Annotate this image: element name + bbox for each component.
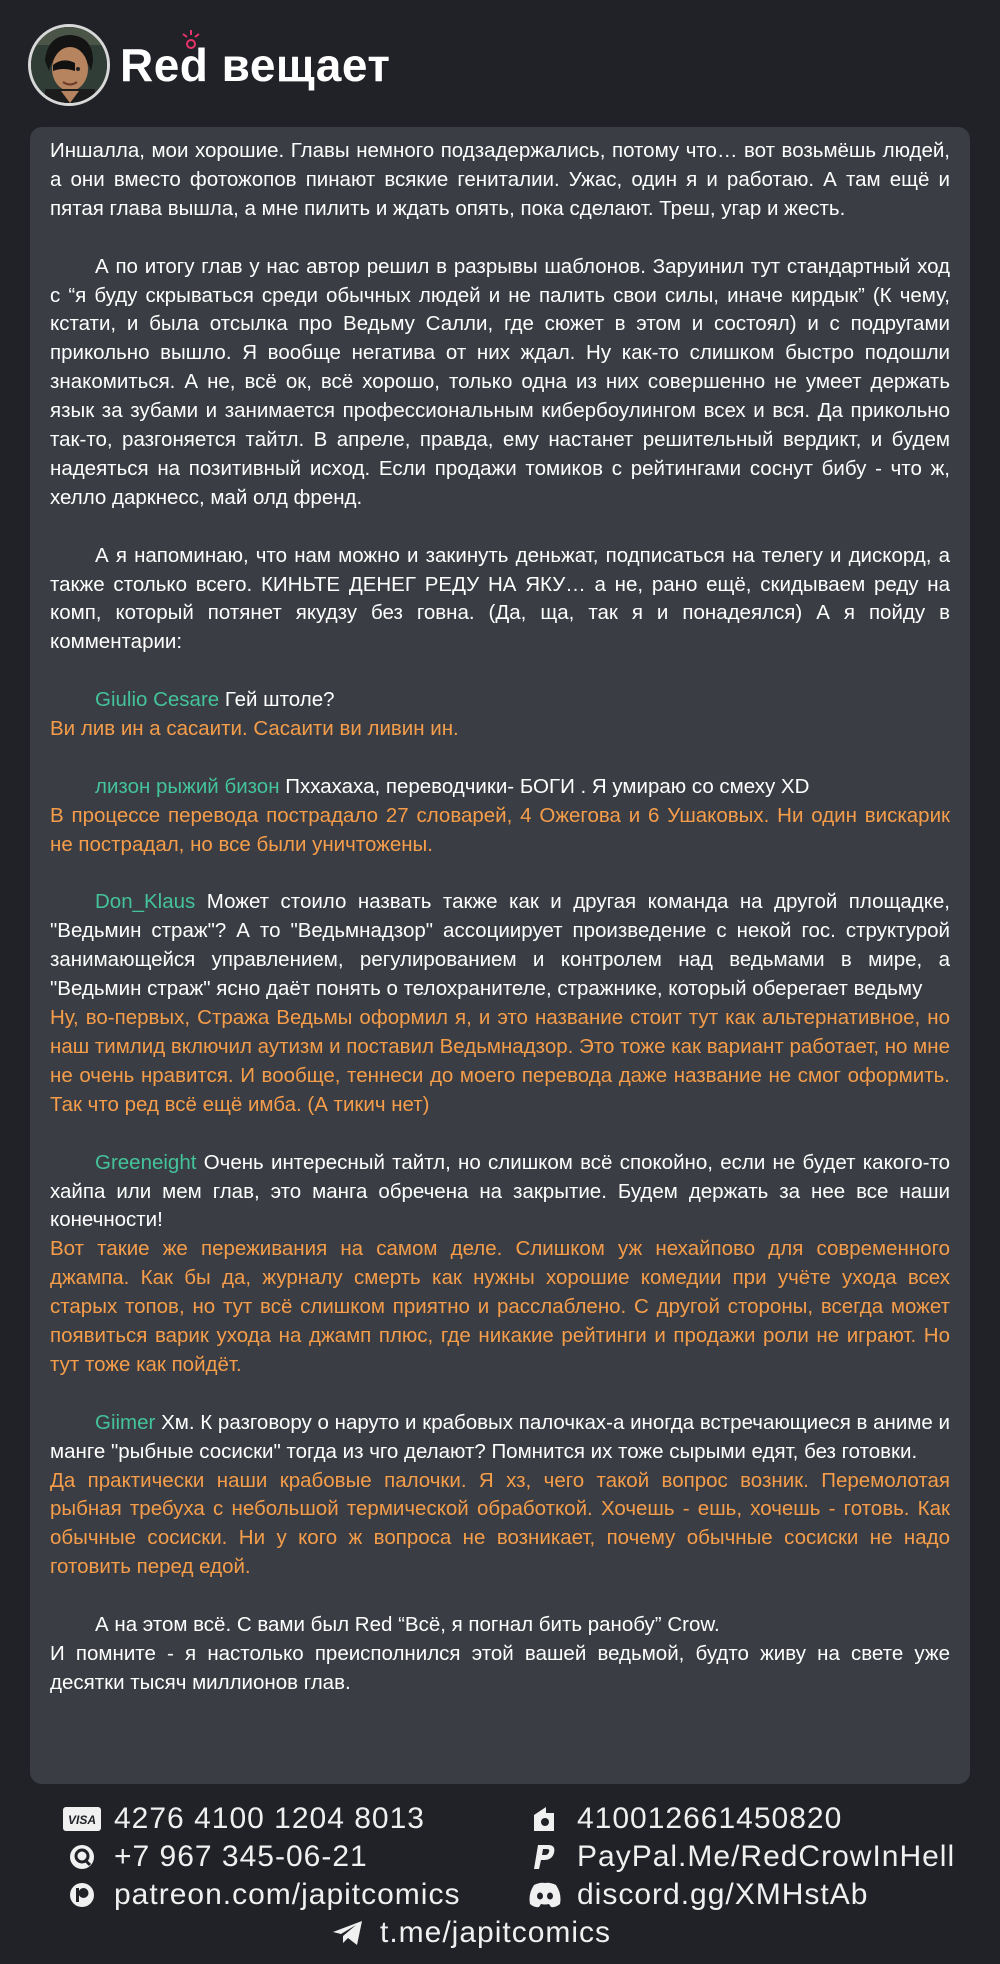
comment-reply: Да практически наши крабовые палочки. Я хз, чего такой вопрос возник. Перемолотая рыбная требуха с небольшой термической обработкой. Хочешь - ешь, хочешь - готовь. Как обычные сосиски. Ни у кого ж вопроса не возникает, почему обычные сосиски не надо готовить перед едой. (50, 1468, 950, 1579)
comment-text: Хм. К разговору о наруто и крабовых палочках-а иногда встречающиеся в аниме и манге "рыбные сосиски" тогда из чго делают? Помнится их тоже сырыми едят, без готовки. (50, 1410, 950, 1463)
donation-paragraph: А я напоминаю, что нам можно и закинуть деньжат, подписаться на телегу и дискорд, а также столько всего. КИНЬТЕ ДЕНЕГ РЕДУ НА ЯКУ… а не, рано ещё, скидываем реду на комп, который потянет якудзу без говна. (Да, ща, так я и понадеялся) А я пойду в комментарии: (50, 543, 950, 654)
comment-block (50, 1409, 950, 1582)
comment-block (50, 686, 950, 744)
svg-text:VISA: VISA (67, 1813, 97, 1827)
comment-author[interactable]: Giulio Cesare (95, 688, 220, 712)
avatar[interactable] (28, 24, 110, 106)
comment (50, 686, 950, 715)
support-footer (0, 1790, 1000, 1964)
paypal-icon (525, 1843, 565, 1871)
patreon-link[interactable]: patreon.com/japitcomics (114, 1878, 461, 1911)
outro-line: А на этом всё. С вами был Red “Всё, я погнал бить ранобу” Crow. (95, 1613, 720, 1637)
comment-author[interactable]: Don_Klaus (95, 890, 196, 914)
telegram-row[interactable] (328, 1916, 611, 1950)
comment-text: Пххахаха, переводчики- БОГИ . Я умираю со смеху XD (279, 774, 810, 798)
phone-number: +7 967 345-06-21 (114, 1840, 368, 1873)
comment-author[interactable]: Giimer (95, 1410, 156, 1434)
comment-reply: Ви лив ин а сасаити. Сасаити ви ливин ин. (50, 717, 459, 741)
discord-row[interactable] (525, 1878, 868, 1912)
paypal-link[interactable]: PayPal.Me/RedCrowInHell (577, 1840, 956, 1873)
comment-author[interactable]: Greeneight (95, 1150, 197, 1174)
wallet-number: 410012661450820 (577, 1802, 843, 1835)
comment-block (50, 888, 950, 1119)
avatar-image (31, 27, 107, 103)
page-header (28, 20, 390, 110)
telegram-icon (328, 1919, 368, 1947)
paypal-row[interactable] (525, 1840, 955, 1874)
comment-text: Очень интересный тайтл, но слишком всё спокойно, если не будет какого-то хайпа или мем глав, это манга обречена на закрытие. Будем держать за нее все наши конечности! (50, 1150, 950, 1232)
comment-author[interactable]: лизон рыжий бизон (95, 774, 280, 798)
review-paragraph: А по итогу глав у нас автор решил в разрывы шаблонов. Заруинил тут стандартный ход с “я буду скрываться среди обычных людей и не палить свои силы, иначе кирдык” (К чему, кстати, и была отсылка про Ведьму Салли, где сюжет в этом и состоял) и с подругами прикольно вышло. Я вообще негатива от них ждал. Ну как-то слишком быстро подошли знакомиться. А не, всё ок, всё хорошо, только одна из них совершенно не умеет держать язык за зубами и занимается профессиональным кибербоулингом всех и вся. Да прикольно так-то, разгоняется тайтл. В апреле, правда, ему настанет решительный вердикт, и будем надеяться на позитивный исход. Если продажи томиков с рейтингами соснут бибу - что ж, хелло даркнесс, май олд френд. (50, 254, 950, 509)
comment-text: Может стоило назвать также как и другая команда на другой площадке, "Ведьмин страж"? А то "Ведьмнадзор" ассоциирует произведение с некой гос. структурой занимающейся управлением, регулированием и контролем над ведьмами в мире, а "Ведьмин страж" ясно даёт понять о телохранителе, стражнике, который оберегает ведьму (50, 890, 950, 1001)
comment-block (50, 1149, 950, 1380)
patreon-row[interactable] (62, 1878, 460, 1912)
page-title: Red вещает (120, 39, 391, 91)
comment-text: Гей штоле? (219, 688, 335, 712)
comment (50, 1149, 950, 1236)
comment-reply: В процессе перевода пострадало 27 словарей, 4 Ожегова и 6 Ушаковых. Ни один вискарик не пострадал, но все были уничтожены. (50, 803, 950, 856)
post-card (30, 127, 970, 1784)
discord-icon (525, 1882, 565, 1908)
qiwi-icon (62, 1843, 102, 1871)
phone-row[interactable] (62, 1840, 368, 1874)
discord-link[interactable]: discord.gg/XMHstAb (577, 1878, 869, 1911)
comment-reply: Ну, во-первых, Стража Ведьмы оформил я, и это название стоит тут как альтернативное, но наш тимлид включил аутизм и поставил Ведьмнадзор. Это тоже как вариант работает, но мне не очень нравится. И вообще, теннеси до моего перевода даже название не смог оформить. Так что ред всё ещё имба. (А тикич нет) (50, 1006, 950, 1116)
comment (50, 773, 950, 802)
visa-icon (62, 1807, 102, 1831)
patreon-icon (62, 1881, 102, 1909)
yoomoney-icon (525, 1805, 565, 1833)
comment-block (50, 773, 950, 860)
comment (50, 888, 950, 1004)
spark-icon (180, 28, 202, 50)
card-number: 4276 4100 1204 8013 (114, 1802, 425, 1835)
card-number-row[interactable] (62, 1802, 425, 1836)
telegram-link[interactable]: t.me/japitcomics (380, 1916, 612, 1949)
outro-paragraph: И помните - я настолько преисполнился этой вашей ведьмой, будто живу на свете уже десятки тысяч миллионов глав. (50, 1642, 950, 1694)
comment (50, 1409, 950, 1467)
wallet-row[interactable] (525, 1802, 842, 1836)
intro-paragraph: Иншалла, мои хорошие. Главы немного подзадержались, потому что… вот возьмёшь людей, а они вместо фотожопов пинают всякие гениталии. Ужас, один я и работаю. А там ещё и пятая глава вышла, а мне пилить и ждать опять, пока сделают. Треш, угар и жесть. (50, 139, 950, 220)
comment-reply: Вот такие же переживания на самом деле. Слишком уж нехайпово для современного джампа. Как бы да, журналу смерть как нужны хорошие комедии при учёте ухода всех старых топов, но тут всё слишком приятно и расслаблено. С другой стороны, всегда может появиться варик ухода на джамп плюс, где никакие рейтинги и продажи роли не играют. Но тут тоже как пойдёт. (50, 1237, 950, 1376)
